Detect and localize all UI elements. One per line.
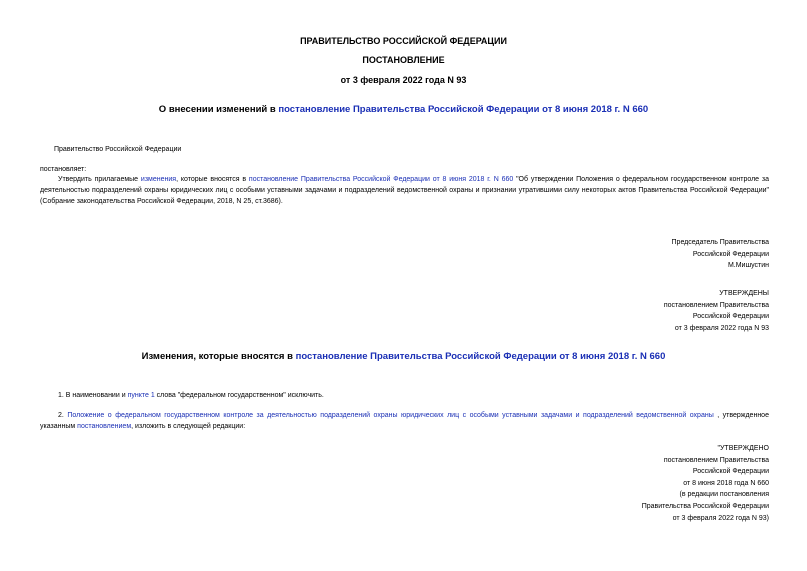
doc-title bbox=[0, 104, 807, 115]
item-2 bbox=[40, 410, 769, 432]
changes-title bbox=[0, 351, 807, 362]
doc-type-heading: ПОСТАНОВЛЕНИЕ bbox=[362, 55, 445, 65]
org-heading: ПРАВИТЕЛЬСТВО РОССИЙСКОЙ ФЕДЕРАЦИИ bbox=[300, 36, 507, 46]
item-2-text-1: 2. bbox=[58, 412, 68, 419]
quote-line-5: (в редакции постановления bbox=[679, 491, 769, 499]
approved-quote-block bbox=[642, 443, 769, 524]
item-2-regulation-link[interactable]: Положение о федеральном государственном контроле за деятельностью подразделений охраны юридических лиц с особыми уставными задачами и подразделений ведомственной охраны bbox=[67, 412, 714, 419]
signature-block bbox=[672, 237, 769, 272]
item-2-text-3: , изложить в следующей редакции: bbox=[131, 423, 246, 431]
quote-line-4: от 8 июня 2018 года N 660 bbox=[683, 479, 769, 487]
doc-title-link[interactable]: постановление Правительства Российской Федерации от 8 июня 2018 г. N 660 bbox=[278, 104, 649, 115]
item-1-text-1: 1. В наименовании и bbox=[58, 392, 128, 399]
changes-title-prefix: Изменения, которые вносятся в bbox=[141, 351, 296, 362]
signature-line-2: Российской Федерации bbox=[692, 250, 769, 258]
item-2-text-2: , утвержденное указанным bbox=[40, 412, 769, 431]
body-text-2: , которые вносятся в bbox=[176, 176, 249, 183]
quote-line-2: постановлением Правительства bbox=[663, 456, 769, 464]
quote-line-6: Правительства Российской Федерации bbox=[641, 502, 769, 510]
quote-line-3: Российской Федерации bbox=[692, 468, 769, 476]
body-text-3: "Об утверждении Положения о федеральном государственном контроле за деятельностью подразделений охраны юридических лиц с особыми уставными задачами и подразделений ведомственной охраны и признании утратившими силу некоторых актов Правительства Российской Федерации" (Собрание законодательства Российской Федерации, 2018, N 25, ст.3686). bbox=[40, 176, 769, 206]
changes-title-link[interactable]: постановление Правительства Российской Федерации от 8 июня 2018 г. N 660 bbox=[295, 351, 666, 362]
approved-line-1: УТВЕРЖДЕНЫ bbox=[719, 290, 769, 297]
body-text-1: Утвердить прилагаемые bbox=[58, 176, 141, 183]
item-1-link[interactable]: пункте 1 bbox=[127, 392, 155, 399]
resolution-660-link[interactable]: постановление Правительства Российской Федерации от 8 июня 2018 г. N 660 bbox=[248, 176, 514, 183]
approved-line-2: постановлением Правительства bbox=[663, 301, 769, 309]
item-2-resolution-link[interactable]: постановлением bbox=[77, 423, 132, 431]
doc-title-prefix: О внесении изменений в bbox=[158, 104, 279, 115]
body-paragraph bbox=[40, 174, 769, 208]
approved-line-3: Российской Федерации bbox=[692, 313, 769, 321]
item-1 bbox=[58, 390, 324, 402]
preamble-issuer: Правительство Российской Федерации bbox=[54, 146, 182, 153]
signature-line-1: Председатель Правительства bbox=[671, 239, 769, 246]
approved-line-4: от 3 февраля 2022 года N 93 bbox=[674, 324, 769, 332]
quote-line-1: "УТВЕРЖДЕНО bbox=[717, 445, 769, 452]
approved-block bbox=[664, 288, 769, 334]
signature-line-3: М.Мишустин bbox=[727, 262, 769, 270]
doc-date: от 3 февраля 2022 года N 93 bbox=[340, 75, 467, 85]
quote-line-7: от 3 февраля 2022 года N 93) bbox=[672, 514, 769, 522]
preamble-decides: постановляет: bbox=[40, 166, 87, 173]
changes-link[interactable]: изменения bbox=[140, 176, 177, 183]
item-1-text-2: слова "федеральном государственном" исключить. bbox=[154, 392, 324, 399]
